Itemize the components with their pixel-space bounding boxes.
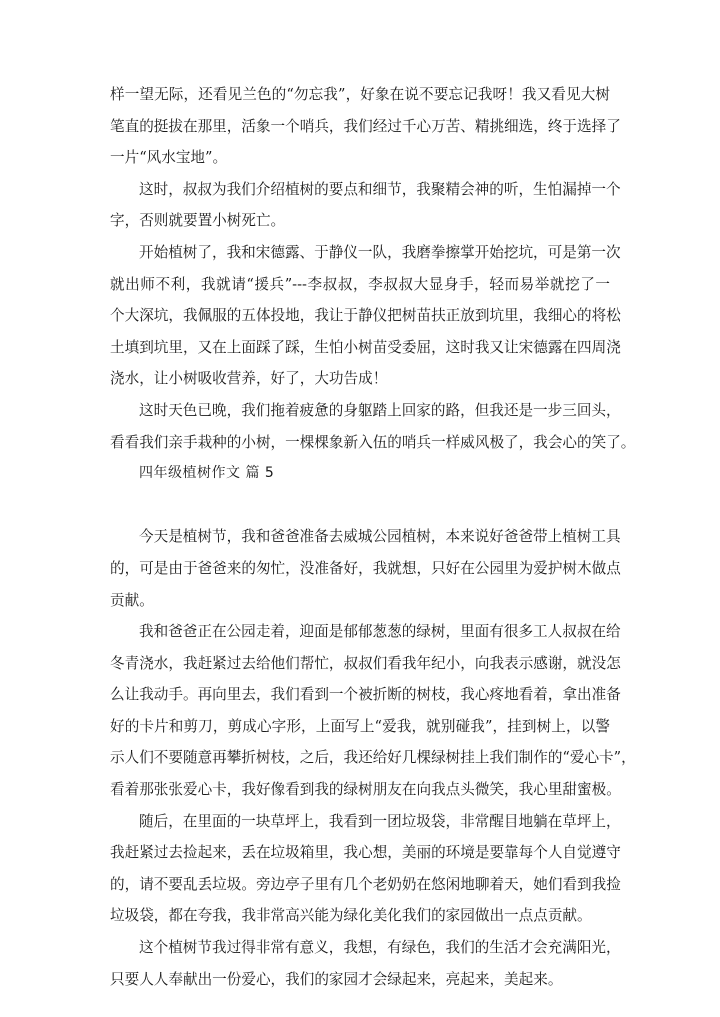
text-line: 样一望无际，还看见兰色的“勿忘我”，好象在说不要忘记我呀！我又看见大树 (110, 86, 610, 103)
blank-line (110, 495, 610, 527)
text-line: 随后，在里面的一块草坪上，我看到一团垃圾袋，非常醒目地躺在草坪上， (139, 812, 621, 830)
para-garbage (110, 811, 621, 937)
text-line: 贡献。 (110, 591, 154, 609)
text-line: 个大深坑，我佩服的五体投地，我让于静仪把树苗扶正放到坑里，我细心的将松 (110, 307, 621, 325)
text-line: 只要人人奉献出一份爱心，我们的家园才会绿起来，亮起来，美起来。 (110, 970, 563, 988)
essay-part-1 (110, 84, 636, 463)
para-planting (110, 242, 621, 400)
text-line: 冬青浇水，我赶紧过去给他们帮忙，叔叔们看我年纪小，向我表示感谢，就没怎 (110, 654, 621, 672)
para-evening (110, 400, 636, 463)
text-line: 垃圾袋，都在夸我，我非常高兴能为绿化美化我们的家园做出一点点贡献。 (110, 907, 592, 925)
essay-part-2 (110, 526, 636, 1000)
document-page (110, 84, 636, 1000)
text-line: 好的卡片和剪刀，剪成心字形，上面写上“爱我，就别碰我”，挂到树上，以警 (110, 717, 610, 735)
text-line: 我和爸爸正在公园走着，迎面是郁郁葱葱的绿树，里面有很多工人叔叔在给 (139, 623, 621, 641)
text-line: 么让我动手。再向里去，我们看到一个被折断的树枝，我心疼地看着，拿出准备 (110, 686, 621, 704)
text-line: 笔直的挺拔在那里，活象一个哨兵，我们经过千心万苦、精挑细选，终于选择了 (110, 117, 621, 135)
text-line: 一片“风水宝地”。 (110, 149, 228, 167)
text-line: 这个植树节我过得非常有意义，我想，有绿色，我们的生活才会充满阳光， (139, 939, 621, 957)
text-line: 看着那张张爱心卡，我好像看到我的绿树朋友在向我点头微笑，我心里甜蜜极。 (110, 781, 621, 799)
para-uncle-explains (110, 179, 621, 242)
text-line: 的，可是由于爸爸来的匆忙，没准备好，我就想，只好在公园里为爱护树木做点 (110, 559, 621, 577)
text-line: 的，请不要乱丢垃圾。旁边亭子里有几个老奶奶在悠闲地聊着天，她们看到我捡 (110, 875, 621, 893)
text-line: 土填到坑里，又在上面踩了踩，生怕小树苗受委屈，这时我又让宋德露在四周浇 (110, 338, 621, 356)
text-line: 浇水，让小树吸收营养，好了，大功告成！ (110, 370, 388, 388)
text-line: 就出师不利，我就请“援兵”---李叔叔，李叔叔大显身手，轻而易举就挖了一 (110, 275, 610, 293)
text-line: 字，否则就要置小树死亡。 (110, 212, 286, 230)
text-line: 这时，叔叔为我们介绍植树的要点和细节，我聚精会神的听，生怕漏掉一个 (139, 180, 621, 198)
para-park-walk (110, 621, 636, 811)
text-line: 今天是植树节，我和爸爸准备去威城公园植树，本来说好爸爸带上植树工具 (139, 528, 621, 546)
text-line: 看看我们亲手栽种的小树，一棵棵象新入伍的哨兵一样威风极了，我会心的笑了。 (110, 433, 636, 451)
para-arbor-day (110, 526, 621, 621)
section-title: 四年级植树作文 篇 5 (139, 465, 275, 482)
text-line: 这时天色已晚，我们拖着疲惫的身躯踏上回家的路，但我还是一步三回头， (139, 401, 621, 419)
text-line: 我赶紧过去捡起来，丢在垃圾箱里，我心想，美丽的环境是要靠每个人自觉遵守 (110, 844, 621, 862)
text-line: 示人们不要随意再攀折树枝，之后，我还给好几棵绿树挂上我们制作的“爱心卡”， (110, 749, 636, 767)
para-conclusion (110, 937, 621, 1000)
para-continued-flowers (110, 84, 621, 179)
text-line: 开始植树了，我和宋德露、于静仪一队，我磨拳擦掌开始挖坑，可是第一次 (139, 243, 621, 261)
